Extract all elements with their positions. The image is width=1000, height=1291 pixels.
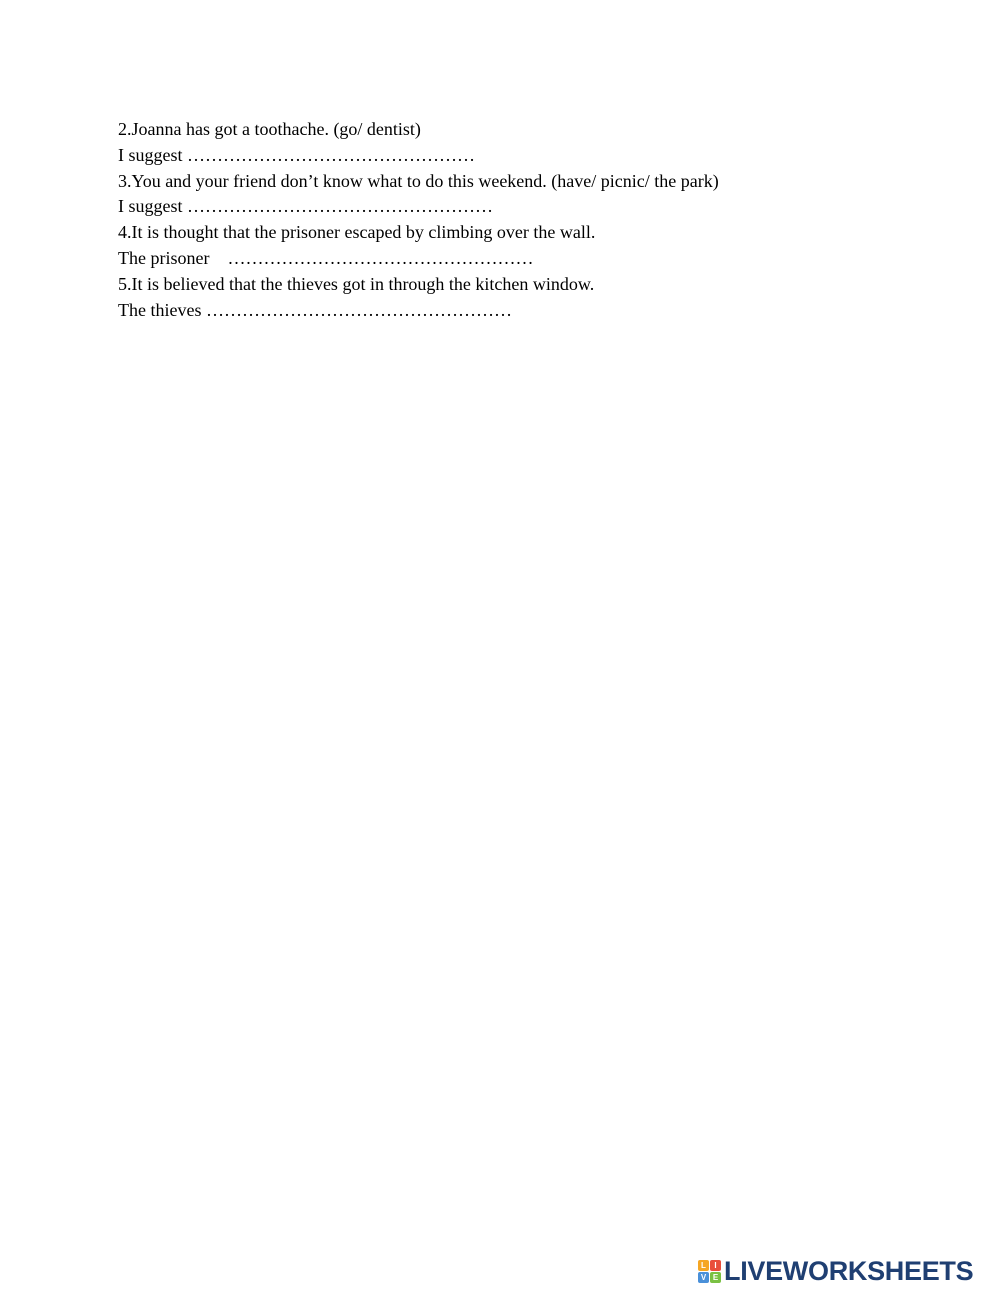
logo-block-e: E [710, 1272, 721, 1283]
logo-blocks-icon [698, 1260, 721, 1283]
logo-wordmark: LIVEWORKSHEETS [724, 1255, 974, 1286]
answer-line-2[interactable] [118, 143, 938, 169]
question-2: 2.Joanna has got a toothache. (go/ dentist) [118, 119, 421, 139]
worksheet [118, 117, 938, 323]
question-4: 4.It is thought that the prisoner escaped by climbing over the wall. [118, 222, 596, 243]
answer-line-5[interactable] [118, 298, 938, 324]
logo-block-l: L [698, 1260, 709, 1271]
question-3: 3.You and your friend don’t know what to do this weekend. (have/ picnic/ the park) [118, 170, 719, 191]
answer-prompt: The thieves [118, 299, 202, 320]
answer-line-4[interactable] [118, 246, 938, 272]
answer-prompt: The prisoner [118, 247, 210, 268]
question-5: 5.It is believed that the thieves got in through the kitchen window. [118, 273, 595, 294]
answer-line-3[interactable] [118, 194, 938, 220]
liveworksheets-logo [698, 1257, 973, 1285]
answer-prompt: I suggest [118, 196, 183, 217]
answer-prompt: I suggest [118, 144, 183, 165]
answer-blank[interactable]: ………………………………………… [182, 144, 475, 165]
answer-blank[interactable]: …………………………………………… [182, 196, 493, 217]
answer-blank[interactable]: …………………………………………… [201, 299, 512, 320]
logo-block-v: V [698, 1272, 709, 1283]
logo-block-i: I [710, 1260, 721, 1271]
answer-blank[interactable]: …………………………………………… [209, 247, 534, 268]
